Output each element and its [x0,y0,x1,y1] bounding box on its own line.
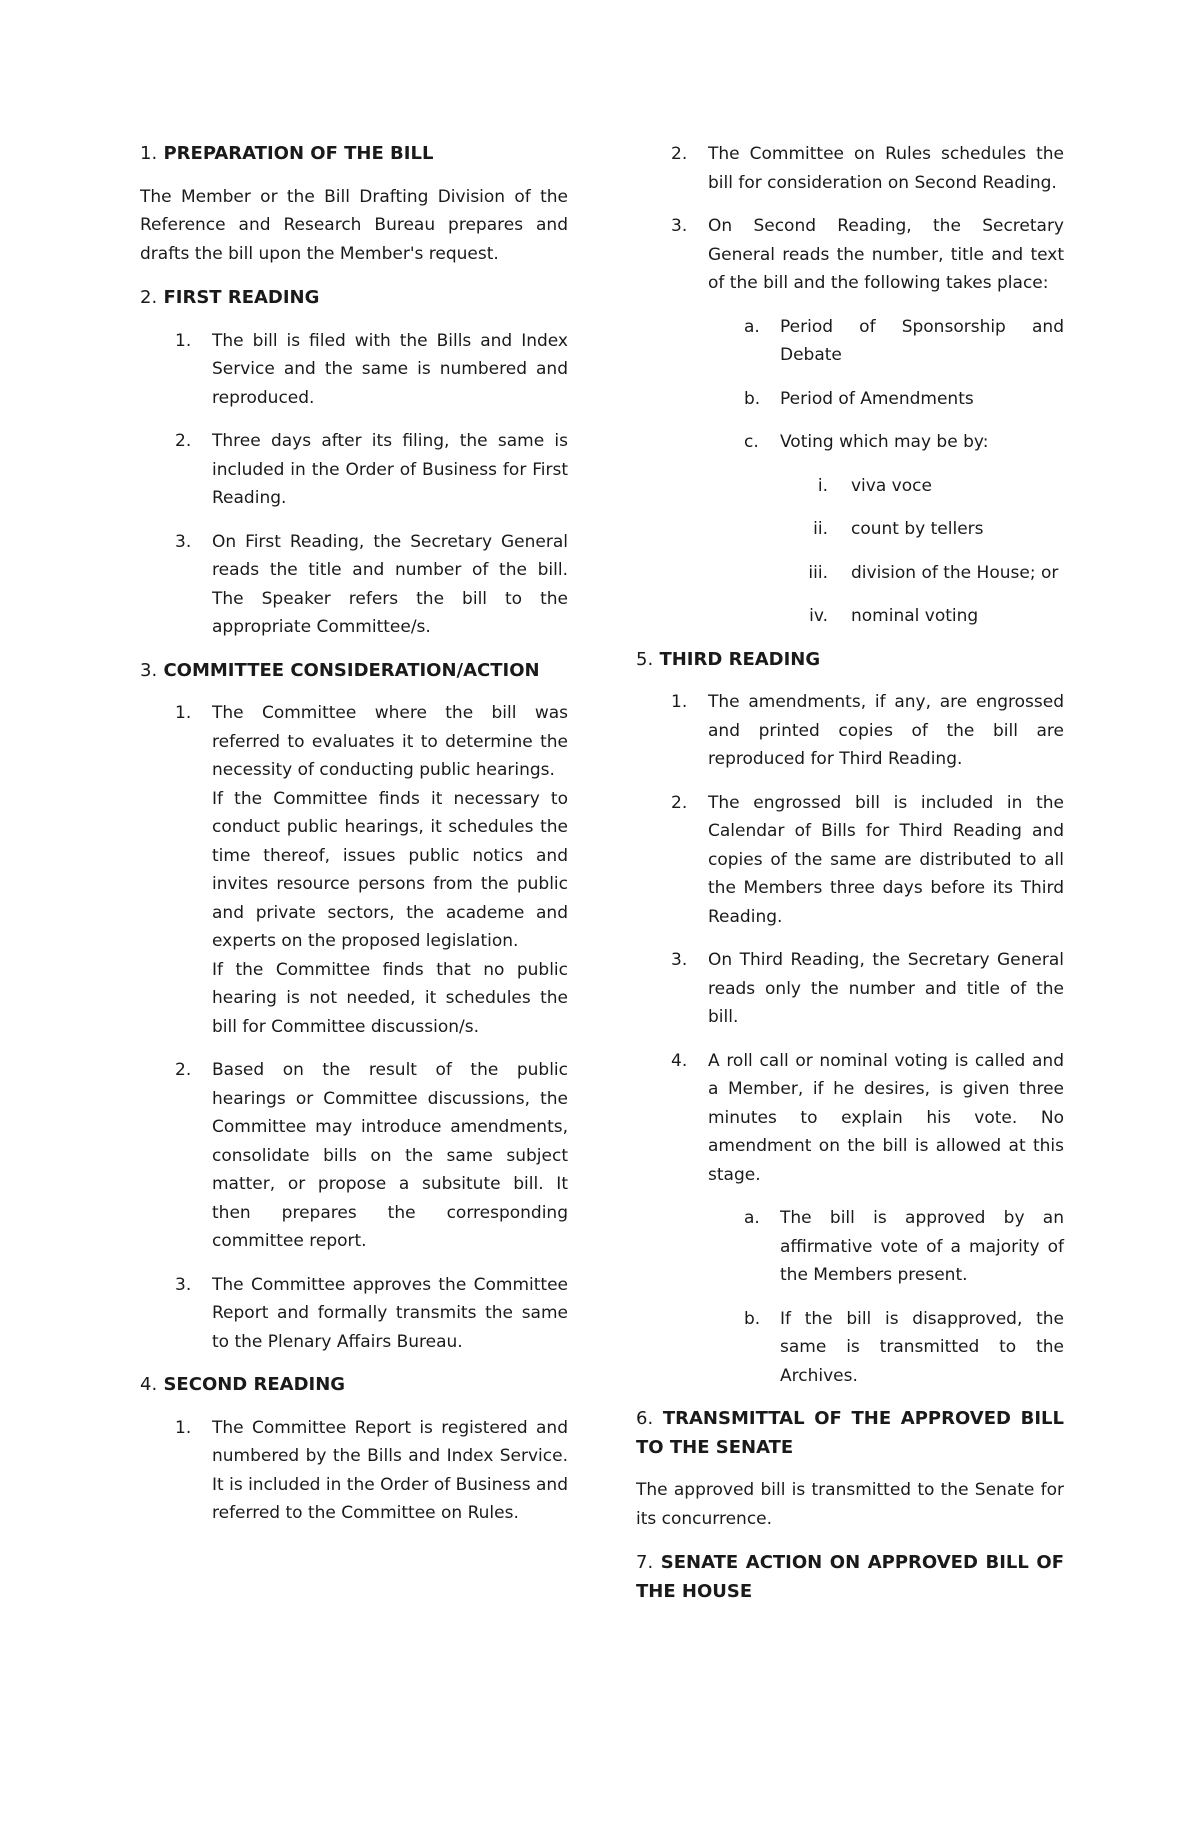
list-item-text: The engrossed bill is included in the Calendar of Bills for Third Reading and copies of the same are distributed to all the Members three days before its Third Reading. [708,792,1064,927]
section-heading [636,1549,1064,1606]
list-marker: b. [744,1308,761,1329]
list-marker: 3. [671,216,688,236]
section-committee-consideration [140,657,568,1357]
list-item-text: The amendments, if any, are engrossed and printed copies of the bill are reproduced for Third Reading. [708,692,1064,769]
list-item-text: The bill is filed with the Bills and Index Service and the same is numbered and reproduced. [212,330,568,408]
sub-list-item [636,1204,1064,1290]
section-transmittal [636,1405,1064,1533]
list-marker: 2. [175,1060,192,1080]
list-marker: 2. [671,792,688,813]
voting-method-item [636,472,1064,501]
sub-list-item [636,313,1064,370]
list-item [140,327,568,413]
list-item-text: count by tellers [851,519,984,539]
list-item [636,140,1064,197]
list-item [140,1271,568,1357]
list-item-text: The Committee Report is registered and numbered by the Bills and Index Service. It is included in the Order of Business and referred to the Committee on Rules. [212,1417,568,1523]
section-senate-action [636,1549,1064,1606]
section-number: 5. [636,648,654,670]
list-item-text: The Committee where the bill was referred to evaluates it to determine the necessity of conducting public hearings. [212,703,568,780]
section-number: 7. [636,1552,654,1573]
list-marker: 1. [671,692,688,712]
list-marker: 1. [175,703,192,723]
section-number: 3. [140,659,158,681]
sub-list-item [636,385,1064,414]
list-item-text: If the bill is disapproved, the same is transmitted to the Archives. [780,1308,1064,1386]
right-column [636,140,1064,1620]
section-heading [636,1405,1064,1462]
list-item [140,1414,568,1528]
list-item [636,946,1064,1032]
left-column [140,140,568,1543]
list-item-text: Voting which may be by: [780,432,989,452]
list-item-text: Period of Sponsorship and Debate [780,316,1064,365]
list-item [636,212,1064,298]
list-marker: iii. [808,562,828,583]
voting-method-item [636,602,1064,631]
section-number: 4. [140,1374,158,1395]
list-item-text: viva voce [851,475,932,496]
list-item-text: Period of Amendments [780,388,974,409]
section-heading [140,140,568,169]
voting-method-item [636,559,1064,588]
section-preparation [140,140,568,268]
list-marker: b. [744,388,761,409]
section-heading [140,657,568,686]
list-marker: iv. [809,606,828,626]
list-item-text: On First Reading, the Secretary General reads the title and number of the bill. The Speaker refers the bill to the appropriate Committee/s. [212,531,568,637]
list-marker: 1. [175,330,192,351]
section-heading [140,284,568,313]
list-item [636,1047,1064,1190]
section-title: SECOND READING [163,1374,346,1395]
list-item-text: Based on the result of the public hearings or Committee discussions, the Committee may introduce amendments, consolidate bills on the same subject matter, or propose a subsitute bill. It then prepares the corresponding committee report. [212,1060,568,1251]
section-title: PREPARATION OF THE BILL [163,143,434,164]
list-item-text: On Third Reading, the Secretary General reads only the number and title of the bill. [708,950,1064,1027]
list-item-text: A roll call or nominal voting is called and a Member, if he desires, is given three minutes to explain his vote. No amendment on the bill is allowed at this stage. [708,1050,1064,1185]
list-item-text: The Committee on Rules schedules the bill for consideration on Second Reading. [708,144,1064,193]
section-title: THIRD READING [659,648,821,670]
list-item-text: division of the House; or [851,562,1059,583]
list-item-text: The Committee approves the Committee Report and formally transmits the same to the Plenary Affairs Bureau. [212,1274,568,1352]
list-marker: 1. [175,1417,192,1438]
section-paragraph: The Member or the Bill Drafting Division of the Reference and Research Bureau prepares and drafts the bill upon the Member's request. [140,186,568,264]
section-paragraph: The approved bill is transmitted to the Senate for its concurrence. [636,1480,1064,1529]
section-title: COMMITTEE CONSIDERATION/ACTION [163,659,540,681]
voting-method-item [636,515,1064,544]
sub-list-item [636,428,1064,457]
section-title: FIRST READING [163,287,320,308]
section-number: 6. [636,1408,654,1429]
section-heading [140,1371,568,1400]
list-item-paragraph: If the Committee finds it necessary to conduct public hearings, it schedules the time thereof, issues public notics and invites resource persons from the public and private sectors, the academe and experts on the proposed legislation. [212,788,568,951]
list-marker: 3. [671,950,688,970]
section-third-reading [636,646,1064,1391]
section-number: 2. [140,287,158,308]
list-marker: a. [744,316,760,337]
section-heading [636,646,1064,675]
list-item [140,427,568,513]
list-marker: 4. [671,1050,688,1071]
list-item-text: On Second Reading, the Secretary General reads the number, title and text of the bill and the following takes place: [708,216,1064,293]
list-item [140,528,568,642]
section-first-reading [140,284,568,642]
list-item [636,688,1064,774]
list-marker: a. [744,1208,760,1228]
section-second-reading [140,1371,568,1528]
list-marker: ii. [813,519,828,539]
list-marker: i. [817,475,828,496]
list-marker: c. [744,432,759,452]
list-item-text: Three days after its filing, the same is included in the Order of Business for First Reading. [212,431,568,508]
section-number: 1. [140,143,158,164]
list-marker: 3. [175,1274,192,1295]
list-marker: 3. [175,531,192,552]
list-marker: 2. [175,431,192,451]
section-title: SENATE ACTION ON APPROVED BILL OF THE HOUSE [636,1552,1064,1602]
list-marker: 2. [671,144,688,164]
list-item-text: nominal voting [851,606,979,626]
list-item-paragraph: If the Committee finds that no public hearing is not needed, it schedules the bill for Committee discussion/s. [212,959,568,1037]
sub-list-item [636,1305,1064,1391]
section-second-reading-continued [636,140,1064,631]
list-item [636,789,1064,932]
list-item [140,1056,568,1256]
list-item-text: The bill is approved by an affirmative vote of a majority of the Members present. [780,1208,1064,1285]
list-item [140,699,568,1041]
section-title: TRANSMITTAL OF THE APPROVED BILL TO THE SENATE [636,1408,1064,1458]
